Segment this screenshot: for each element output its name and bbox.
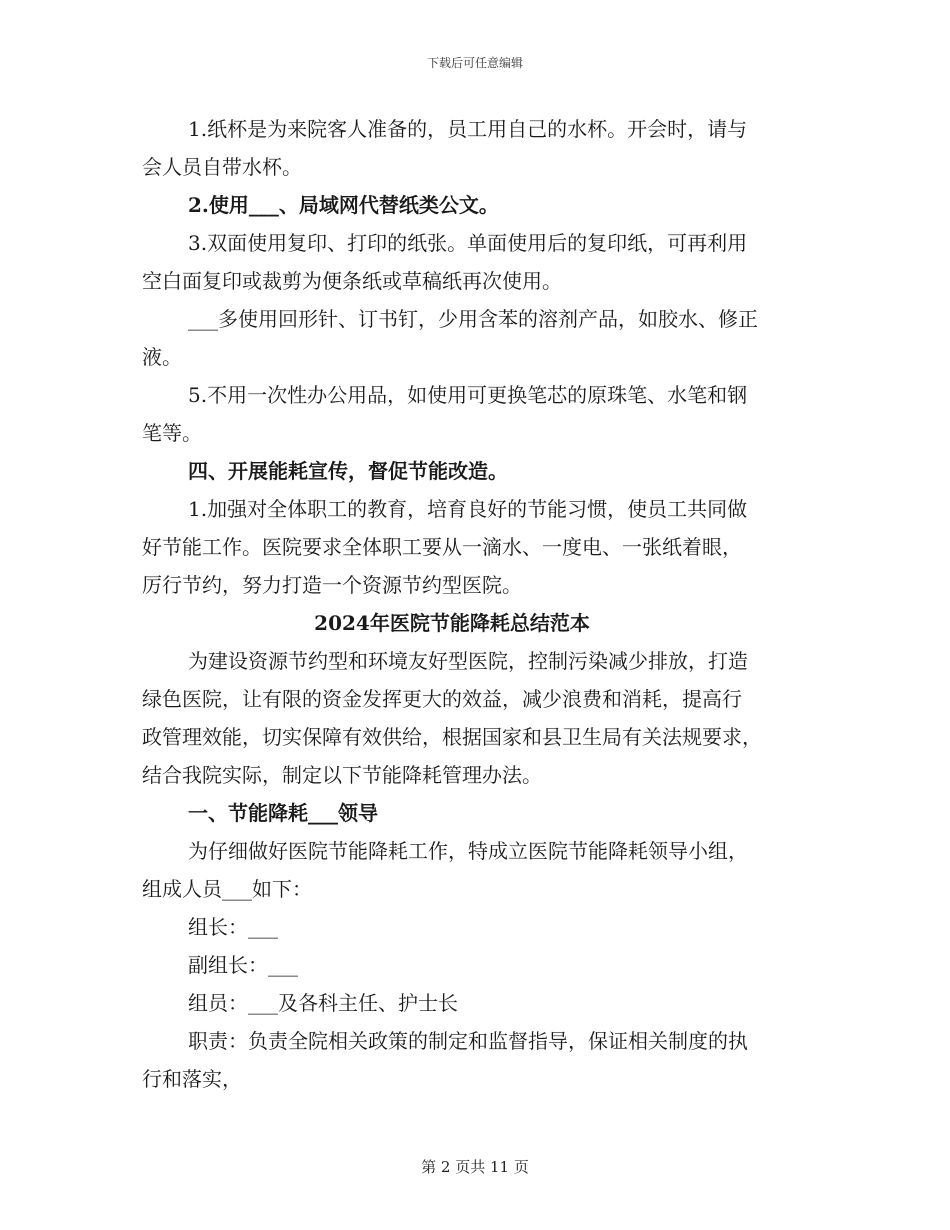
paragraph-lan-documents: [142, 186, 808, 224]
text-line: 会人员自带水杯。: [142, 155, 302, 179]
document-body: [142, 110, 808, 1098]
document-title: [142, 604, 808, 642]
text-line: 副组长：___: [188, 953, 298, 977]
text-line: 好节能工作。医院要求全体职工要从一滴水、一度电、一张纸着眼，: [142, 535, 742, 559]
section-heading-publicity: [142, 452, 808, 490]
page-header: 下载后可任意编辑: [426, 56, 523, 70]
text-line: 结合我院实际，制定以下节能降耗管理办法。: [142, 763, 542, 787]
paragraph-deputy-leader: [142, 946, 808, 984]
page-footer: 第 2 页共 11 页: [421, 1158, 529, 1176]
text-line: 1.纸杯是为来院客人准备的，员工用自己的水杯。开会时，请与: [188, 117, 748, 141]
text-line: 组员：___及各科主任、护士长: [188, 991, 458, 1015]
text-line: 空白面复印或裁剪为便条纸或草稿纸再次使用。: [142, 269, 562, 293]
text-line: 行和落实，: [142, 1067, 242, 1091]
text-line: 政管理效能，切实保障有效供给，根据国家和县卫生局有关法规要求，: [142, 725, 762, 749]
paragraph-members: [142, 984, 808, 1022]
text-line: 四、开展能耗宣传，督促节能改造。: [188, 459, 508, 483]
text-line: ___多使用回形针、订书钉，少用含苯的溶剂产品，如胶水、修正: [188, 307, 758, 331]
paragraph-leadership-group: [142, 832, 808, 908]
paragraph-double-sided: [142, 224, 808, 300]
text-line: 厉行节约，努力打造一个资源节约型医院。: [142, 573, 522, 597]
paragraph-paperclips: [142, 300, 808, 376]
paragraph-intro: [142, 642, 808, 794]
text-line: 液。: [142, 345, 182, 369]
text-line: 职责：负责全院相关政策的制定和监督指导，保证相关制度的执: [188, 1029, 748, 1053]
text-line: 为建设资源节约型和环境友好型医院，控制污染减少排放，打造: [188, 649, 748, 673]
paragraph-disposable-supplies: [142, 376, 808, 452]
paragraph-duties: [142, 1022, 808, 1098]
text-line: 2024年医院节能降耗总结范本: [314, 611, 590, 635]
text-line: 3.双面使用复印、打印的纸张。单面使用后的复印纸，可再利用: [188, 231, 748, 255]
paragraph-paper-cups: [142, 110, 808, 186]
paragraph-staff-education: [142, 490, 808, 604]
text-line: 2.使用___、局域网代替纸类公文。: [188, 193, 499, 217]
section-heading-leadership: [142, 794, 808, 832]
text-line: 5.不用一次性办公用品，如使用可更换笔芯的原珠笔、水笔和钢: [188, 383, 748, 407]
paragraph-group-leader: [142, 908, 808, 946]
text-line: 绿色医院，让有限的资金发挥更大的效益，减少浪费和消耗，提高行: [142, 687, 742, 711]
text-line: 1.加强对全体职工的教育，培育良好的节能习惯，使员工共同做: [188, 497, 748, 521]
text-line: 一、节能降耗___领导: [188, 801, 378, 825]
text-line: 组成人员___如下：: [142, 877, 312, 901]
text-line: 为仔细做好医院节能降耗工作，特成立医院节能降耗领导小组，: [188, 839, 748, 863]
text-line: 笔等。: [142, 421, 202, 445]
text-line: 组长：___: [188, 915, 278, 939]
